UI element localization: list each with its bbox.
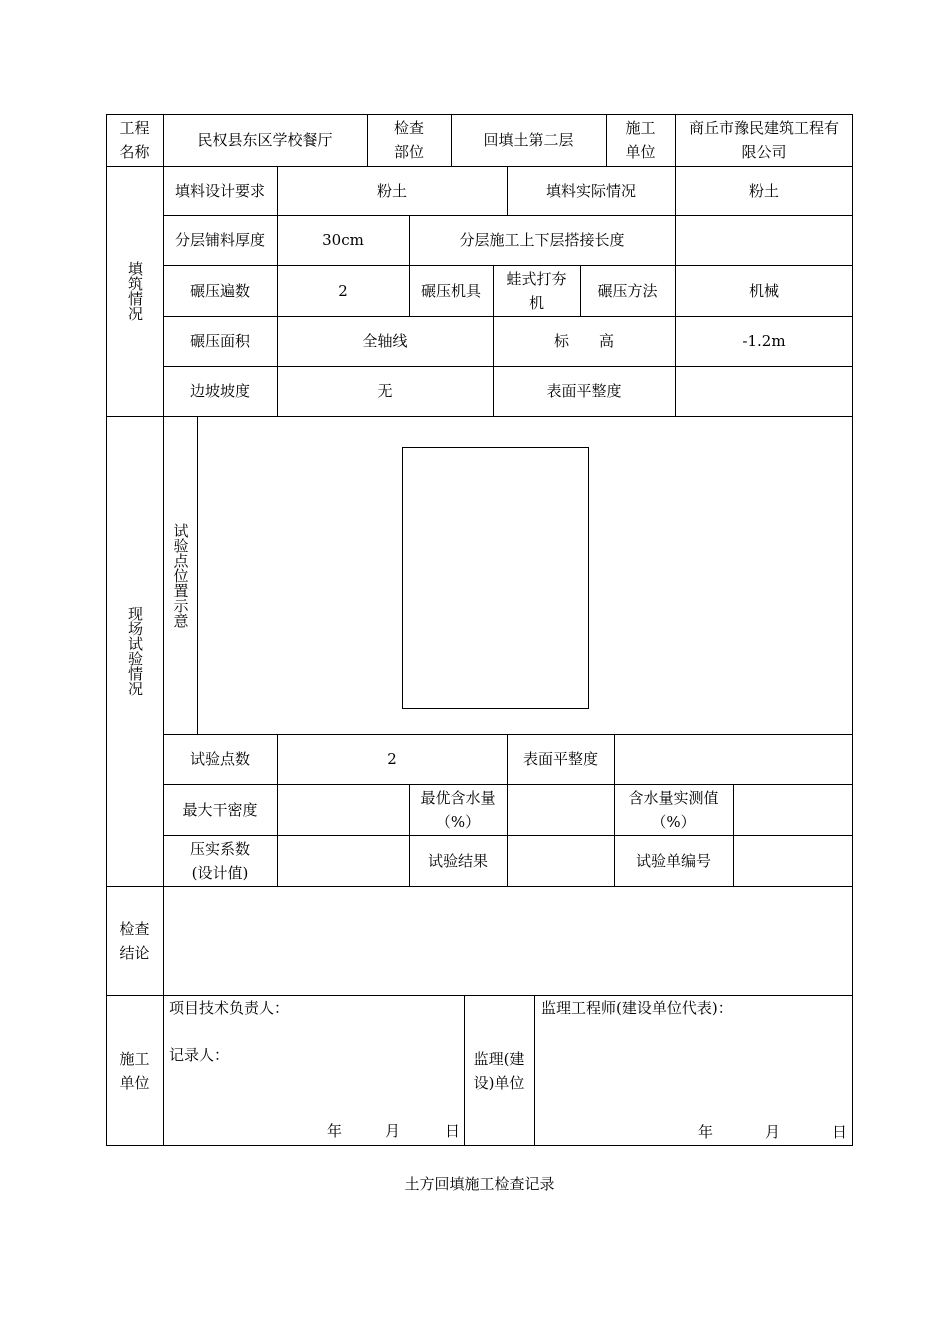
- fill-section-text: 填筑情况: [126, 261, 144, 321]
- recorder-label: 记录人：: [169, 1046, 230, 1064]
- test-result-label: 试验结果: [427, 851, 488, 870]
- inspect-part-value: 回填土第二层: [483, 131, 574, 149]
- sign-day: 日: [445, 1122, 461, 1140]
- diagram-label: [163, 416, 197, 734]
- test-section-text: 现场试验情况: [126, 606, 144, 696]
- slope-label: 边坡坡度: [189, 382, 250, 400]
- actual-fill-value: 粉土: [748, 181, 779, 200]
- test-section-label: [106, 416, 163, 886]
- max-density-value: [277, 784, 409, 835]
- construction-unit-sign-label: 施工 单位: [119, 1049, 150, 1092]
- optimal-water-label: 最优含水量 （%）: [420, 788, 496, 831]
- overlap-length-label: 分层施工上下层搭接长度: [459, 231, 625, 249]
- supervisor-month: 月: [765, 1123, 781, 1141]
- elevation-label: 标 高: [553, 332, 614, 350]
- sign-month: 月: [385, 1122, 401, 1140]
- layer-thickness-value: 30cm: [322, 231, 364, 249]
- inspect-part-label: 检查 部位: [393, 119, 424, 161]
- construction-unit-label: 施工 单位: [625, 119, 656, 161]
- water-measured-value: [733, 784, 853, 835]
- test-flatness-value: [614, 734, 853, 784]
- conclusion-label: 检查 结论: [119, 919, 150, 962]
- slope-value: 无: [377, 382, 393, 400]
- area-label: 碾压面积: [189, 332, 250, 350]
- compaction-label: 压实系数 (设计值): [189, 839, 250, 882]
- test-flatness-label: 表面平整度: [522, 750, 598, 768]
- fill-section-label: [106, 166, 163, 416]
- method-value: 机械: [748, 281, 779, 300]
- report-no-value: [733, 835, 853, 886]
- document-title: 土方回填施工检查记录: [404, 1175, 555, 1193]
- test-point-diagram: [402, 447, 589, 709]
- layer-thickness-label: 分层铺料厚度: [174, 231, 265, 249]
- diagram-label-text: 试验点位置示意: [171, 522, 190, 628]
- water-measured-label: 含水量实测值 （%）: [628, 788, 719, 831]
- actual-fill-label: 填料实际情况: [545, 181, 636, 200]
- area-value: 全轴线: [362, 332, 408, 350]
- supervisor-label: 监理工程师(建设单位代表)：: [541, 999, 733, 1017]
- max-density-label: 最大干密度: [182, 800, 258, 819]
- row-divider: [106, 416, 853, 417]
- optimal-water-value: [507, 784, 614, 835]
- tech-lead-label: 项目技术负责人：: [169, 999, 290, 1017]
- design-req-value: 粉土: [376, 181, 407, 200]
- passes-value: 2: [338, 281, 348, 300]
- test-points-value: 2: [387, 750, 397, 768]
- project-name-label: 工程 名称: [119, 119, 150, 161]
- supervisor-year: 年: [698, 1123, 714, 1141]
- method-label: 碾压方法: [597, 281, 658, 300]
- overlap-length-value: [675, 215, 853, 265]
- elevation-value: -1.2m: [742, 332, 786, 350]
- flatness-label: 表面平整度: [546, 382, 622, 400]
- test-result-value: [507, 835, 614, 886]
- supervisor-day: 日: [832, 1123, 848, 1141]
- report-no-label: 试验单编号: [635, 851, 711, 870]
- project-name-value: 民权县东区学校餐厅: [197, 131, 333, 149]
- col-divider: [534, 995, 535, 1146]
- sign-year: 年: [327, 1122, 343, 1140]
- design-req-label: 填料设计要求: [174, 181, 265, 200]
- machine-label: 碾压机具: [420, 281, 481, 300]
- flatness-value: [675, 366, 853, 416]
- construction-unit-value: 商丘市豫民建筑工程有 限公司: [688, 119, 839, 161]
- col-divider: [197, 416, 198, 734]
- supervision-unit-label: 监理(建 设)单位: [473, 1049, 525, 1092]
- passes-label: 碾压遍数: [189, 281, 250, 300]
- conclusion-value: [163, 886, 853, 995]
- machine-value: 蛙式打夯 机: [506, 269, 567, 312]
- compaction-value: [277, 835, 409, 886]
- test-points-label: 试验点数: [189, 750, 250, 768]
